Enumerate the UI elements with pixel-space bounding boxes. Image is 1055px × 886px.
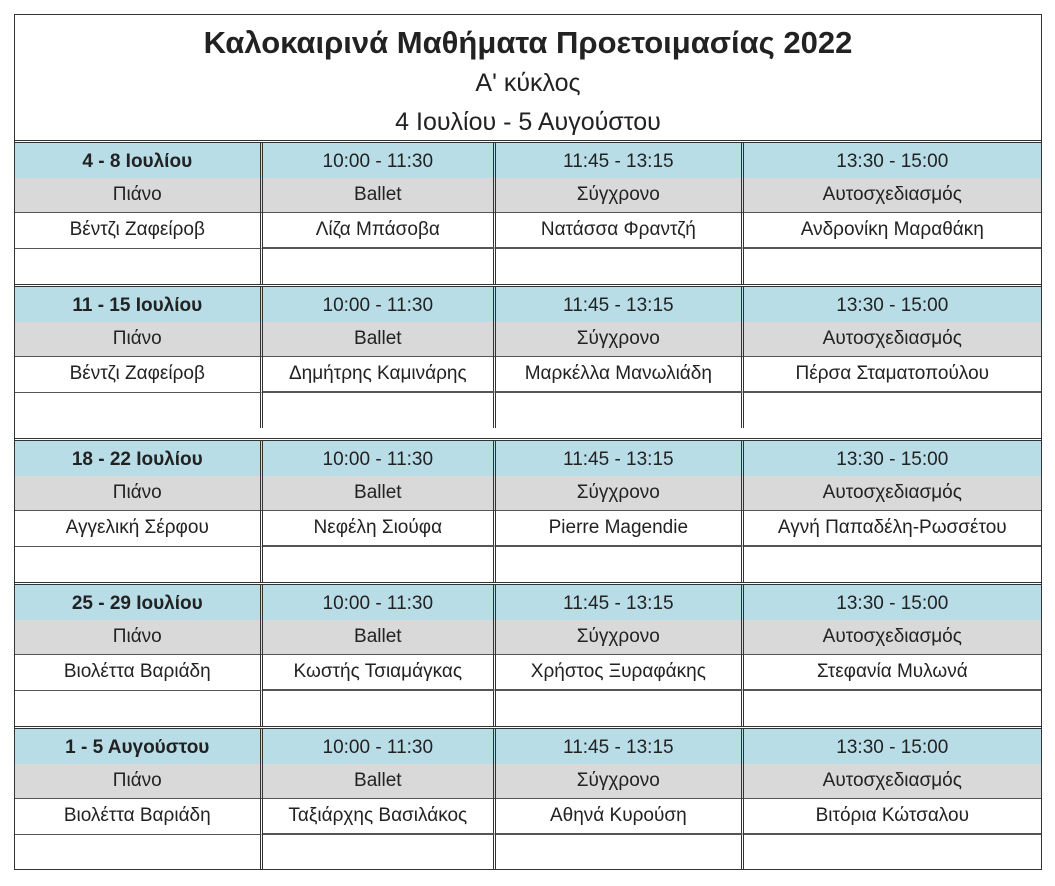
week-label: 18 - 22 Ιουλίου (15, 441, 263, 479)
time-slot: 13:30 - 15:00 (744, 729, 1041, 767)
time-slot: 11:45 - 13:15 (496, 729, 744, 767)
subject-row (15, 764, 1041, 799)
subject-cell: Σύγχρονο (496, 322, 744, 356)
date-range: 4 Ιουλίου - 5 Αυγούστου (395, 108, 661, 136)
time-slot: 10:00 - 11:30 (263, 287, 497, 325)
teacher-cell: Αγνή Παπαδέλη-Ρωσσέτου (744, 510, 1041, 546)
week-header-row (15, 438, 1041, 480)
time-slot: 13:30 - 15:00 (744, 441, 1041, 479)
teacher-row (15, 356, 1041, 392)
teacher-cell: Λίζα Μπάσοβα (263, 212, 497, 248)
empty-cell (744, 834, 1041, 870)
teacher-cell: Ταξιάρχης Βασιλάκος (263, 798, 497, 834)
week-label: 1 - 5 Αυγούστου (15, 729, 263, 767)
subject-cell: Αυτοσχεδιασμός (744, 476, 1041, 510)
empty-cell (263, 690, 497, 726)
empty-cell (496, 690, 744, 726)
teacher-cell: Pierre Magendie (496, 510, 744, 546)
week-header-row (15, 582, 1041, 624)
subject-cell: Αυτοσχεδιασμός (744, 322, 1041, 356)
subject-cell: Αυτοσχεδιασμός (744, 178, 1041, 212)
time-slot: 13:30 - 15:00 (744, 143, 1041, 181)
time-slot: 11:45 - 13:15 (496, 441, 744, 479)
week-block (15, 438, 1041, 582)
empty-cell (744, 690, 1041, 726)
empty-cell (263, 546, 497, 582)
empty-cell (263, 248, 497, 284)
subject-cell: Πιάνο (15, 322, 263, 356)
time-slot: 11:45 - 13:15 (496, 585, 744, 623)
empty-cell (263, 392, 497, 428)
subject-cell: Ballet (263, 620, 497, 654)
empty-cell (15, 248, 263, 284)
teacher-cell: Βιολέττα Βαριάδη (15, 654, 263, 690)
teacher-row (15, 798, 1041, 834)
week-header-row (15, 284, 1041, 326)
empty-cell (15, 546, 263, 582)
empty-row (15, 690, 1041, 726)
week-header-row (15, 140, 1041, 182)
empty-row (15, 546, 1041, 582)
teacher-cell: Χρήστος Ξυραφάκης (496, 654, 744, 690)
teacher-cell: Βιτόρια Κώτσαλου (744, 798, 1041, 834)
empty-cell (263, 834, 497, 870)
subject-cell: Πιάνο (15, 178, 263, 212)
teacher-cell: Στεφανία Μυλωνά (744, 654, 1041, 690)
subject-row (15, 178, 1041, 213)
empty-row (15, 248, 1041, 284)
time-slot: 10:00 - 11:30 (263, 441, 497, 479)
subject-cell: Ballet (263, 178, 497, 212)
teacher-cell: Νατάσσα Φραντζή (496, 212, 744, 248)
subject-row (15, 620, 1041, 655)
teacher-cell: Κωστής Τσιαμάγκας (263, 654, 497, 690)
cycle-subtitle: Α' κύκλος (475, 69, 581, 97)
week-label: 4 - 8 Ιουλίου (15, 143, 263, 181)
time-slot: 10:00 - 11:30 (263, 143, 497, 181)
teacher-cell: Ανδρονίκη Μαραθάκη (744, 212, 1041, 248)
teacher-row (15, 510, 1041, 546)
subject-row (15, 476, 1041, 511)
schedule-sheet (14, 14, 1042, 870)
subject-cell: Σύγχρονο (496, 764, 744, 798)
empty-cell (15, 690, 263, 726)
teacher-cell: Νεφέλη Σιούφα (263, 510, 497, 546)
subject-cell: Αυτοσχεδιασμός (744, 620, 1041, 654)
subject-cell: Πιάνο (15, 764, 263, 798)
subject-cell: Αυτοσχεδιασμός (744, 764, 1041, 798)
teacher-cell: Δημήτρης Καμινάρης (263, 356, 497, 392)
empty-cell (744, 248, 1041, 284)
teacher-cell: Βέντζι Ζαφείροβ (15, 356, 263, 392)
subject-row (15, 322, 1041, 357)
time-slot: 10:00 - 11:30 (263, 729, 497, 767)
teacher-cell: Μαρκέλλα Μανωλιάδη (496, 356, 744, 392)
empty-cell (744, 392, 1041, 428)
teacher-cell: Πέρσα Σταματοπούλου (744, 356, 1041, 392)
week-block (15, 284, 1041, 428)
week-header-row (15, 726, 1041, 768)
subject-cell: Σύγχρονο (496, 178, 744, 212)
empty-cell (496, 834, 744, 870)
teacher-cell: Αθηνά Κυρούση (496, 798, 744, 834)
time-slot: 13:30 - 15:00 (744, 287, 1041, 325)
time-slot: 10:00 - 11:30 (263, 585, 497, 623)
empty-cell (15, 834, 263, 870)
time-slot: 13:30 - 15:00 (744, 585, 1041, 623)
schedule-header (15, 15, 1041, 143)
subject-cell: Σύγχρονο (496, 476, 744, 510)
subject-cell: Ballet (263, 476, 497, 510)
time-slot: 11:45 - 13:15 (496, 143, 744, 181)
teacher-cell: Βιολέττα Βαριάδη (15, 798, 263, 834)
teacher-row (15, 212, 1041, 248)
empty-row (15, 392, 1041, 428)
week-block (15, 140, 1041, 284)
week-label: 11 - 15 Ιουλίου (15, 287, 263, 325)
subject-cell: Ballet (263, 764, 497, 798)
teacher-row (15, 654, 1041, 690)
empty-row (15, 834, 1041, 870)
teacher-cell: Βέντζι Ζαφείροβ (15, 212, 263, 248)
empty-cell (496, 392, 744, 428)
empty-cell (15, 392, 263, 428)
week-block (15, 726, 1041, 870)
subject-cell: Ballet (263, 322, 497, 356)
subject-cell: Πιάνο (15, 620, 263, 654)
empty-cell (744, 546, 1041, 582)
time-slot: 11:45 - 13:15 (496, 287, 744, 325)
page-title: Καλοκαιρινά Μαθήματα Προετοιμασίας 2022 (203, 25, 853, 60)
empty-cell (496, 546, 744, 582)
subject-cell: Σύγχρονο (496, 620, 744, 654)
empty-cell (496, 248, 744, 284)
teacher-cell: Αγγελική Σέρφου (15, 510, 263, 546)
week-label: 25 - 29 Ιουλίου (15, 585, 263, 623)
week-block (15, 582, 1041, 726)
subject-cell: Πιάνο (15, 476, 263, 510)
